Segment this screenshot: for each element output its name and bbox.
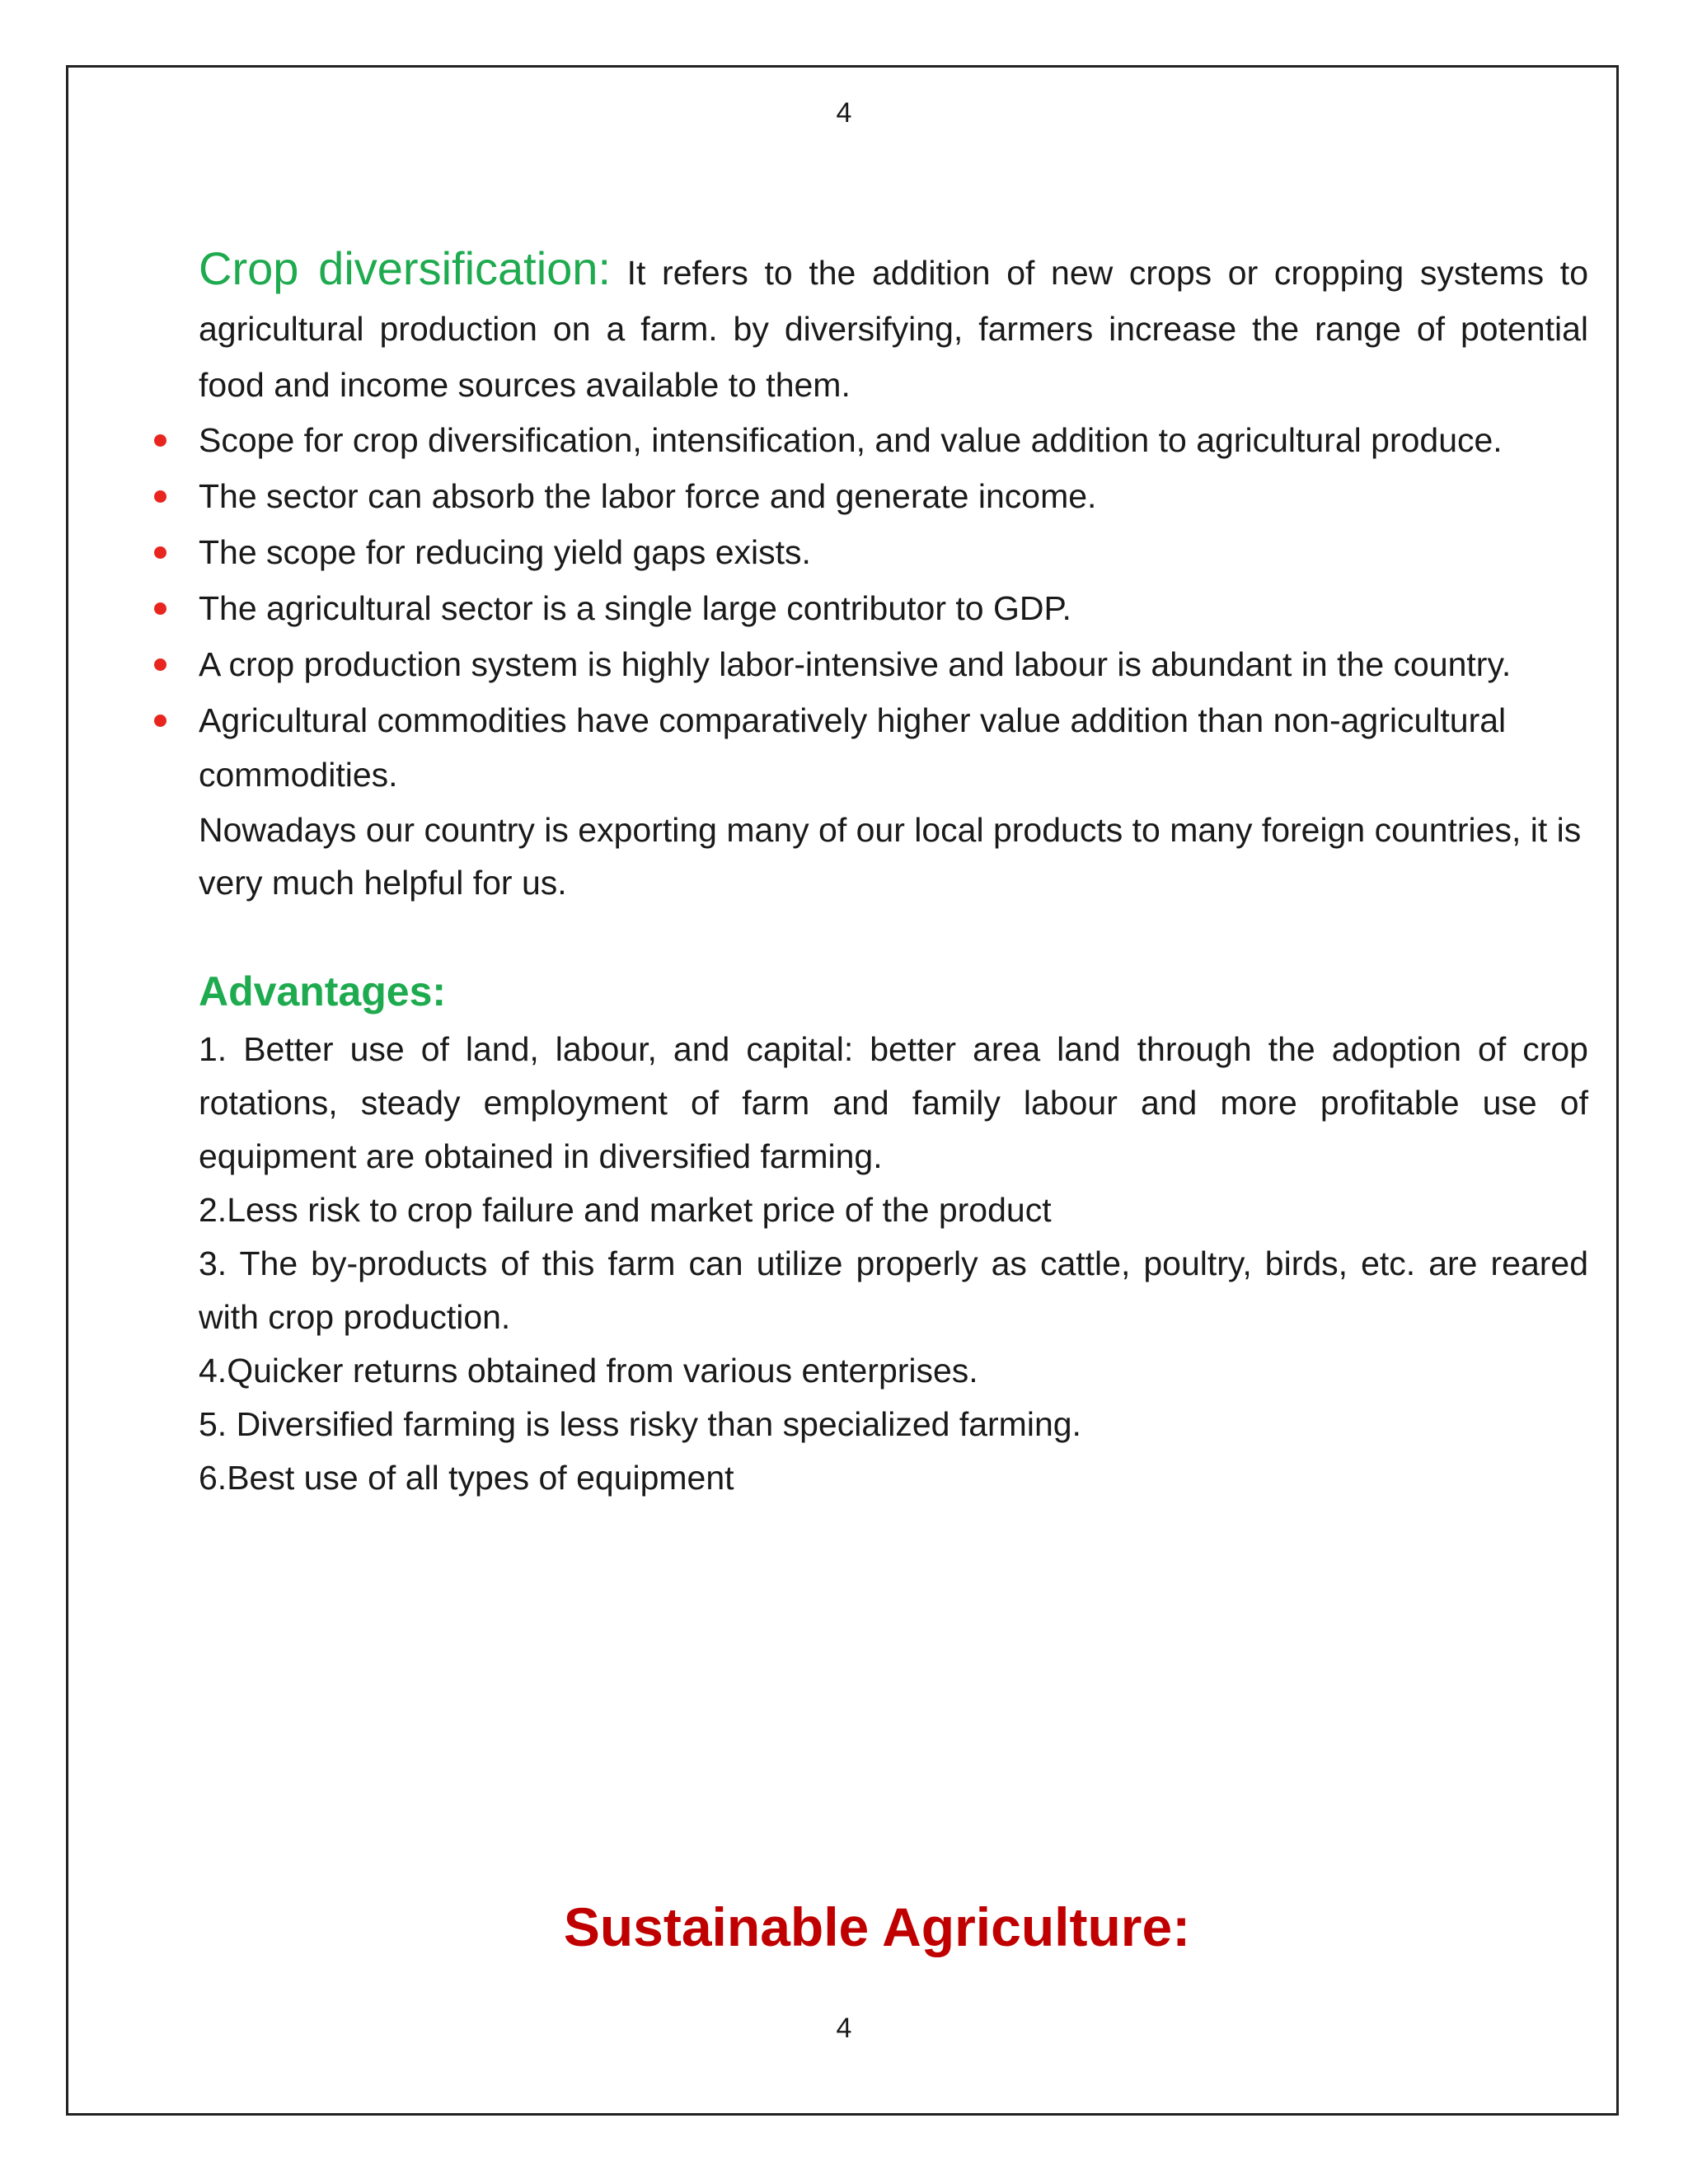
bullet-icon bbox=[154, 658, 166, 671]
bullet-list bbox=[199, 413, 1588, 802]
intro-text: It refers to the addition of new crops or cropping systems to agricultural production on a farm. by diversifying, farmers increase the range of potential food and income sources available to them. bbox=[199, 254, 1588, 404]
list-item bbox=[199, 469, 1588, 523]
advantages-list bbox=[199, 1023, 1588, 1505]
list-item bbox=[199, 581, 1588, 635]
page-content bbox=[199, 241, 1588, 1505]
bullet-icon bbox=[154, 490, 166, 503]
list-item bbox=[199, 693, 1588, 802]
list-item: 3. The by-products of this farm can utilize properly as cattle, poultry, birds, etc. are reared with crop production. bbox=[199, 1244, 1588, 1336]
bullet-text: A crop production system is highly labor-intensive and labour is abundant in the country. bbox=[199, 645, 1512, 683]
closing-paragraph: Nowadays our country is exporting many of our local products to many foreign countries, it is very much helpful for us. bbox=[199, 811, 1582, 902]
term-crop-diversification: Crop diversification: bbox=[199, 242, 611, 294]
list-item bbox=[199, 637, 1588, 691]
bullet-text: The agricultural sector is a single large contributor to GDP. bbox=[199, 589, 1071, 627]
list-item bbox=[199, 413, 1588, 467]
bullet-icon bbox=[154, 434, 166, 447]
list-item bbox=[199, 525, 1588, 579]
page-number-top: 4 bbox=[836, 97, 852, 129]
bullet-text: Agricultural commodities have comparatively higher value addition than non-agricultural commodities. bbox=[199, 701, 1507, 794]
section-title-sustainable-agriculture: Sustainable Agriculture: bbox=[563, 1896, 1191, 1957]
bullet-icon bbox=[154, 715, 166, 727]
bullet-icon bbox=[154, 546, 166, 559]
bullet-text: The sector can absorb the labor force and generate income. bbox=[199, 477, 1097, 515]
list-item: 4.Quicker returns obtained from various enterprises. bbox=[199, 1352, 978, 1390]
advantages-heading: Advantages: bbox=[199, 968, 447, 1015]
intro-paragraph bbox=[199, 241, 1588, 413]
page-number-bottom: 4 bbox=[836, 2013, 852, 2044]
list-item: 1. Better use of land, labour, and capital: better area land through the adoption of crop rotations, steady employment of farm and family labour and more profitable use of equipment are obtained in diversified farming. bbox=[199, 1030, 1588, 1175]
list-item: 2.Less risk to crop failure and market price of the product bbox=[199, 1191, 1052, 1229]
bullet-text: The scope for reducing yield gaps exists. bbox=[199, 533, 811, 571]
bullet-icon bbox=[154, 602, 166, 615]
list-item: 6.Best use of all types of equipment bbox=[199, 1459, 734, 1497]
bullet-text: Scope for crop diversification, intensification, and value addition to agricultural produce. bbox=[199, 421, 1503, 459]
list-item: 5. Diversified farming is less risky than specialized farming. bbox=[199, 1405, 1081, 1443]
